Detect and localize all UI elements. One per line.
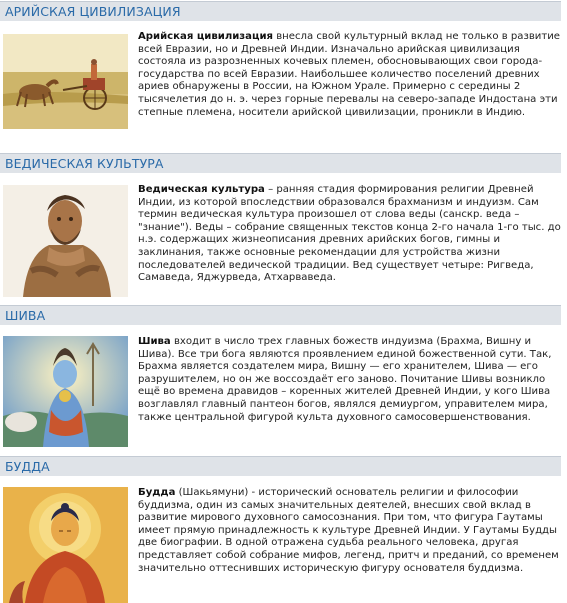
section-term: Арийская цивилизация [138,31,274,42]
section-header [0,1,561,21]
section-header [0,305,561,325]
section-term: Ведическая культура [138,184,265,195]
section-text [138,184,563,285]
vedic-sage-statue-image [3,185,128,297]
section-title: БУДДА [5,459,50,474]
chariot-painting-image [3,34,128,129]
section-description: внесла свой культурный вклад не только в развитие всей Евразии, но и Древней Индии. Изначально арийская цивилизация состояла из разрозненных кочевых племен, обосновывающих свои города-государства по всей Евразии. Наибольшее количество поселений древних ариев обнаружены в России, на Южном Урале. Примерно с середины 2 тысячелетия до н. э. через горные перевалы на северо-западе Индостана эти степные племена, носители арийской цивилизации, проникли в Индию. [138,31,560,118]
section-title: АРИЙСКАЯ ЦИВИЛИЗАЦИЯ [5,4,181,19]
section-text [138,31,563,119]
section-term: Будда [138,487,176,498]
section-text [138,487,563,575]
section-header [0,153,561,173]
section-header [0,456,561,476]
section-title: ШИВА [5,308,46,323]
section-text [138,336,563,424]
shiva-painting-image [3,336,128,447]
buddha-painting-image [3,487,128,603]
section-term: Шива [138,336,171,347]
section-description: входит в число трех главных божеств индуизма (Брахма, Вишну и Шива). Все три бога являются проявлением единой божественной сути. Так, Брахма является создателем мира, Вишну — его хранителем, Шива — его разрушителем, но он же воссоздаёт его заново. Почитание Шивы возникло ещё во времена дравидов – коренных жителей Древней Индии, у кого Шива возглавлял главный пантеон богов, являлся демиургом, управителем мира, также центральной фигурой культа духовного самосовершенствования. [138,336,552,423]
section-description: – ранняя стадия формирования религии Древней Индии, из которой впоследствии образовался брахманизм и индуизм. Сам термин ведическая культура произошел от слова веды (санскр. веда – "знание"). Веды – собрание священных текстов конца 2-го начала 1-го тыс. до н.э. содержащих жизнеописания древних арийских богов, гимны и заклинания, также основные рекомендации для устройства жизни последователей ведической традиции. Вед существует четыре: Ригведа, Самаведа, Яджурведа, Атхарваведа. [138,184,561,284]
section-title: ВЕДИЧЕСКАЯ КУЛЬТУРА [5,156,164,171]
section-description: (Шакьямуни) - исторический основатель религии и философии буддизма, один из самых значительных деятелей, внесших свой вклад в развитие мирового духовного самосознания. При том, что фигура Гаутамы имеет прямую принадлежность к культуре Древней Индии. У Гаутамы Будды две биографии. В одной отражена судьба реального человека, другая представляет собой собрание мифов, легенд, притч и преданий, со временем значительно оттеснивших историческую фигуру основателя буддизма. [138,487,559,574]
